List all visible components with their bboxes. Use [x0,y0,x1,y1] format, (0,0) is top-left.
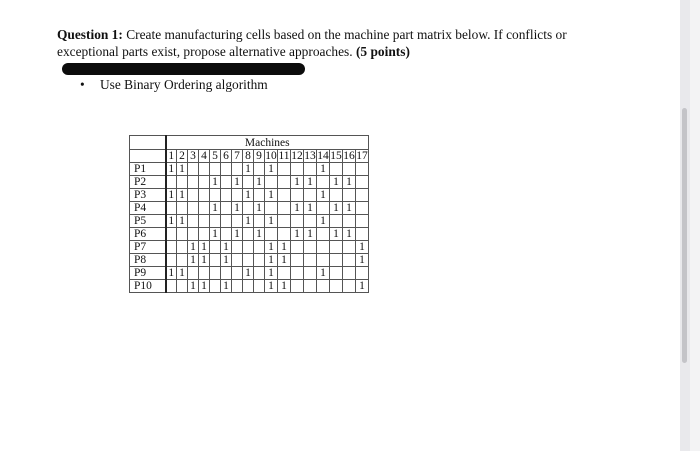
matrix-cell: 1 [232,202,243,215]
matrix-cell [356,202,369,215]
bullet-item [80,77,268,93]
matrix-cell [166,280,177,293]
scrollbar[interactable] [682,108,687,363]
matrix-cell [356,176,369,189]
matrix-cell: 1 [330,176,343,189]
matrix-cell: 1 [177,189,188,202]
question-text [57,27,627,60]
matrix-cell [166,228,177,241]
machine-number: 4 [199,150,210,163]
machine-number: 14 [317,150,329,162]
matrix-cell: 1 [304,176,317,189]
part-label: P7 [130,241,166,254]
matrix-cell: 1 [254,202,265,215]
matrix-cell [343,267,356,280]
matrix-cell [356,163,369,176]
matrix-cell [304,163,317,176]
table-row [130,241,369,254]
matrix-cell [199,228,210,241]
matrix-cell: 1 [278,254,291,267]
matrix-cell: 1 [343,176,356,189]
matrix-cell [232,215,243,228]
matrix-cell: 1 [232,228,243,241]
matrix-cell [199,215,210,228]
machine-number: 5 [210,150,221,163]
matrix-cell [232,267,243,280]
bullet-icon: • [80,77,85,92]
matrix-cell [291,163,304,176]
matrix-cell: 1 [343,202,356,215]
matrix-cell: 1 [265,215,278,228]
matrix-cell [278,228,291,241]
machine-number: 2 [177,150,188,163]
corner-cell [130,136,166,150]
matrix-cell [177,202,188,215]
matrix-cell [317,280,330,293]
part-label: P2 [130,176,166,189]
machine-number: 16 [343,150,355,162]
matrix-cell [330,189,343,202]
matrix-cell [188,163,199,176]
matrix-cell: 1 [291,228,304,241]
matrix-cell: 1 [304,228,317,241]
machine-number: 7 [232,150,243,163]
matrix-cell: 1 [330,228,343,241]
matrix-cell: 1 [232,176,243,189]
part-label: P3 [130,189,166,202]
matrix-cell [330,163,343,176]
machine-number: 6 [221,150,232,163]
matrix-cell [330,267,343,280]
matrix-cell [221,202,232,215]
matrix-cell [199,202,210,215]
matrix-cell [304,189,317,202]
matrix-cell: 1 [188,241,199,254]
machine-number-row [130,150,369,163]
matrix-cell [265,202,278,215]
machine-number: 12 [291,150,303,162]
matrix-cell [343,163,356,176]
matrix-cell: 1 [278,241,291,254]
matrix-cell [254,267,265,280]
matrix-cell: 1 [304,202,317,215]
matrix-cell [356,267,369,280]
matrix-cell [188,228,199,241]
matrix-cell [210,254,221,267]
matrix-cell [317,228,330,241]
matrix-cell [317,241,330,254]
matrix-cell [232,280,243,293]
matrix-cell [330,215,343,228]
table-row [130,176,369,189]
machine-number: 1 [166,150,177,163]
matrix-cell [210,241,221,254]
bullet-text: Use Binary Ordering algorithm [100,77,268,92]
matrix-cell [243,254,254,267]
matrix-cell: 1 [210,176,221,189]
matrix-cell [265,176,278,189]
matrix-cell [188,202,199,215]
table-row [130,280,369,293]
matrix-cell [243,176,254,189]
matrix-cell: 1 [330,202,343,215]
matrix-cell [232,163,243,176]
matrix-cell [291,267,304,280]
matrix-cell: 1 [356,254,369,267]
table-row [130,267,369,280]
machine-number: 13 [304,150,316,162]
matrix-cell: 1 [291,202,304,215]
redaction-bar [62,63,305,75]
matrix-cell: 1 [243,215,254,228]
matrix-cell: 1 [243,189,254,202]
matrix-cell: 1 [166,215,177,228]
matrix-cell [177,228,188,241]
matrix-cell [243,280,254,293]
matrix-cell [188,267,199,280]
matrix-cell: 1 [243,267,254,280]
machine-number: 8 [243,150,254,163]
matrix-cell: 1 [265,241,278,254]
matrix-cell [232,254,243,267]
matrix-cell [343,280,356,293]
matrix-cell [177,176,188,189]
table-row [130,228,369,241]
matrix-cell [304,267,317,280]
matrix-cell [166,202,177,215]
matrix-cell [304,241,317,254]
matrix-cell [254,163,265,176]
matrix-cell [304,254,317,267]
question-label: Question 1: [57,27,123,42]
matrix-cell: 1 [166,189,177,202]
part-label: P8 [130,254,166,267]
part-label: P9 [130,267,166,280]
matrix-cell: 1 [265,189,278,202]
matrix-cell [243,202,254,215]
matrix-cell: 1 [166,163,177,176]
part-label: P1 [130,163,166,176]
corner-cell [130,150,166,163]
matrix-cell [177,280,188,293]
matrix-cell: 1 [356,241,369,254]
matrix-cell: 1 [265,163,278,176]
matrix-cell: 1 [317,267,330,280]
matrix-cell [177,241,188,254]
matrix-cell [291,280,304,293]
matrix-cell: 1 [343,228,356,241]
matrix-cell: 1 [177,267,188,280]
matrix-cell [210,280,221,293]
matrix-cell [199,176,210,189]
matrix-cell [291,189,304,202]
matrix-cell [221,215,232,228]
machine-number: 3 [188,150,199,163]
matrix-cell: 1 [291,176,304,189]
matrix-cell [278,215,291,228]
matrix-cell: 1 [317,189,330,202]
matrix-cell [317,254,330,267]
matrix-cell [343,254,356,267]
matrix-cell [356,228,369,241]
matrix-cell [317,202,330,215]
question-points: (5 points) [355,43,410,59]
table-row [130,189,369,202]
matrix-cell: 1 [166,267,177,280]
table-row [130,215,369,228]
matrix-cell [254,254,265,267]
machine-number: 10 [265,150,277,162]
table-row [130,202,369,215]
matrix-cell [291,241,304,254]
matrix-cell [304,215,317,228]
part-label: P5 [130,215,166,228]
matrix-cell: 1 [254,228,265,241]
question-body: Create manufacturing cells based on the machine part matrix below. If conflicts or exceptional parts exist, propose alternative approaches. [57,27,567,59]
matrix-cell [330,241,343,254]
machine-part-matrix [129,135,369,293]
matrix-cell [330,254,343,267]
matrix-cell: 1 [243,163,254,176]
matrix-cell [232,241,243,254]
matrix-cell: 1 [278,280,291,293]
matrix-cell: 1 [221,280,232,293]
matrix-cell [199,163,210,176]
machine-number: 11 [278,150,290,162]
matrix-cell [254,215,265,228]
matrix-cell: 1 [356,280,369,293]
matrix-cell [317,176,330,189]
matrix-cell: 1 [210,202,221,215]
matrix-cell [278,163,291,176]
matrix-cell [291,254,304,267]
part-label: P6 [130,228,166,241]
matrix-cell [166,176,177,189]
matrix-cell: 1 [317,163,330,176]
matrix-cell [232,189,243,202]
matrix-cell [221,163,232,176]
matrix-cell [356,189,369,202]
matrix-cell: 1 [199,241,210,254]
matrix-cell [221,176,232,189]
matrix-cell: 1 [265,254,278,267]
matrix-cell: 1 [221,254,232,267]
matrix-cell [210,163,221,176]
matrix-cell: 1 [199,280,210,293]
matrix-cell [243,228,254,241]
matrix-cell [177,254,188,267]
matrix-cell [291,215,304,228]
matrix-cell: 1 [210,228,221,241]
matrix-cell [343,189,356,202]
matrix-cell [199,189,210,202]
matrix-cell: 1 [188,280,199,293]
matrix-cell: 1 [188,254,199,267]
part-label: P10 [130,280,166,293]
matrix-cell [265,228,278,241]
matrix-cell [343,241,356,254]
matrix-cell [210,267,221,280]
matrix-cell [330,280,343,293]
matrix-cell [278,189,291,202]
matrix-cell: 1 [199,254,210,267]
machines-header: Machines [166,136,369,150]
part-label: P4 [130,202,166,215]
matrix-cell: 1 [254,176,265,189]
matrix-cell: 1 [265,267,278,280]
matrix-cell [188,189,199,202]
matrix-cell: 1 [317,215,330,228]
matrix-cell [254,189,265,202]
matrix-cell [304,280,317,293]
matrix-cell [221,267,232,280]
matrix-cell [278,202,291,215]
matrix-cell: 1 [265,280,278,293]
matrix-cell [278,176,291,189]
matrix-cell [254,241,265,254]
matrix-cell: 1 [177,163,188,176]
matrix-cell [199,267,210,280]
matrix-cell: 1 [177,215,188,228]
table-row [130,254,369,267]
matrix-cell [166,241,177,254]
machine-number: 15 [330,150,342,162]
matrix-cell: 1 [221,241,232,254]
machine-number: 9 [254,150,265,163]
matrix-cell [221,189,232,202]
matrix-cell [210,215,221,228]
machine-number: 17 [356,150,368,162]
matrix-cell [166,254,177,267]
machines-header-row [130,136,369,150]
matrix-cell [254,280,265,293]
matrix-cell [210,189,221,202]
matrix-cell [221,228,232,241]
matrix-cell [278,267,291,280]
matrix-cell [243,241,254,254]
matrix-cell [188,176,199,189]
matrix-cell [356,215,369,228]
matrix-cell [188,215,199,228]
matrix-cell [343,215,356,228]
table-row [130,163,369,176]
